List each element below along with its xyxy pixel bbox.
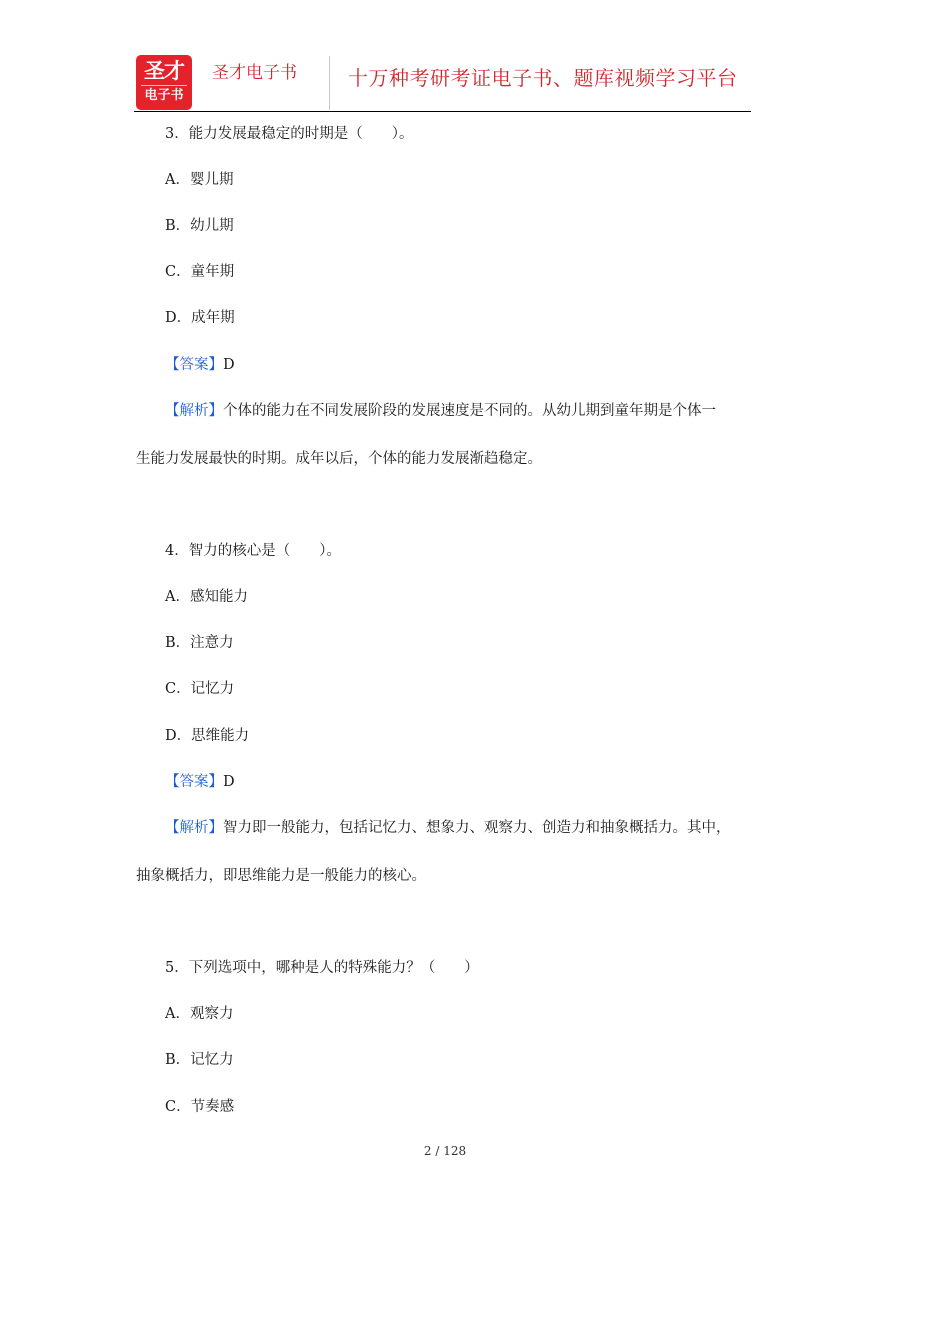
brand-name: 圣才电子书 [212, 63, 297, 83]
header-divider [329, 56, 330, 110]
logo-text-main: 圣才 [144, 59, 184, 83]
analysis-label: 【解析】 [165, 820, 223, 836]
analysis-line [165, 401, 716, 421]
header-slogan: 十万种考研考证电子书、题库视频学习平台 [348, 66, 738, 90]
analysis-continuation: 生能力发展最快的时期。成年以后，个体的能力发展渐趋稳定。 [136, 451, 542, 467]
question-stem: 5．下列选项中，哪种是人的特殊能力？（ ） [165, 960, 479, 976]
analysis-label: 【解析】 [165, 403, 223, 419]
option-d: D．成年期 [165, 310, 235, 326]
question-stem: 4．智力的核心是（ ）。 [165, 543, 341, 559]
option-b: B．注意力 [165, 635, 234, 651]
header-rule [134, 111, 751, 112]
answer-value: D [223, 774, 235, 790]
option-a: A．观察力 [165, 1006, 234, 1022]
analysis-text: 个体的能力在不同发展阶段的发展速度是不同的。从幼儿期到童年期是个体一 [223, 403, 716, 419]
answer-label: 【答案】 [165, 774, 223, 790]
logo-text-sub: 电子书 [141, 85, 187, 105]
option-a: A．婴儿期 [165, 172, 234, 188]
answer-label: 【答案】 [165, 357, 223, 373]
analysis-continuation: 抽象概括力，即思维能力是一般能力的核心。 [136, 868, 426, 884]
shengcai-logo [136, 55, 192, 110]
option-c: C．记忆力 [165, 681, 235, 697]
option-a: A．感知能力 [165, 589, 248, 605]
analysis-line [165, 818, 731, 838]
option-b: B．记忆力 [165, 1052, 234, 1068]
option-b: B．幼儿期 [165, 218, 234, 234]
page-header [0, 0, 950, 112]
option-c: C．童年期 [165, 264, 235, 280]
page-number: 2 / 128 [423, 1144, 467, 1158]
option-c: C．节奏感 [165, 1099, 235, 1115]
answer-line [165, 355, 235, 375]
answer-value: D [223, 357, 235, 373]
answer-line [165, 772, 235, 792]
option-d: D．思维能力 [165, 728, 250, 744]
question-stem: 3．能力发展最稳定的时期是（ ）。 [165, 126, 414, 142]
analysis-text: 智力即一般能力，包括记忆力、想象力、观察力、创造力和抽象概括力。其中， [223, 820, 731, 836]
